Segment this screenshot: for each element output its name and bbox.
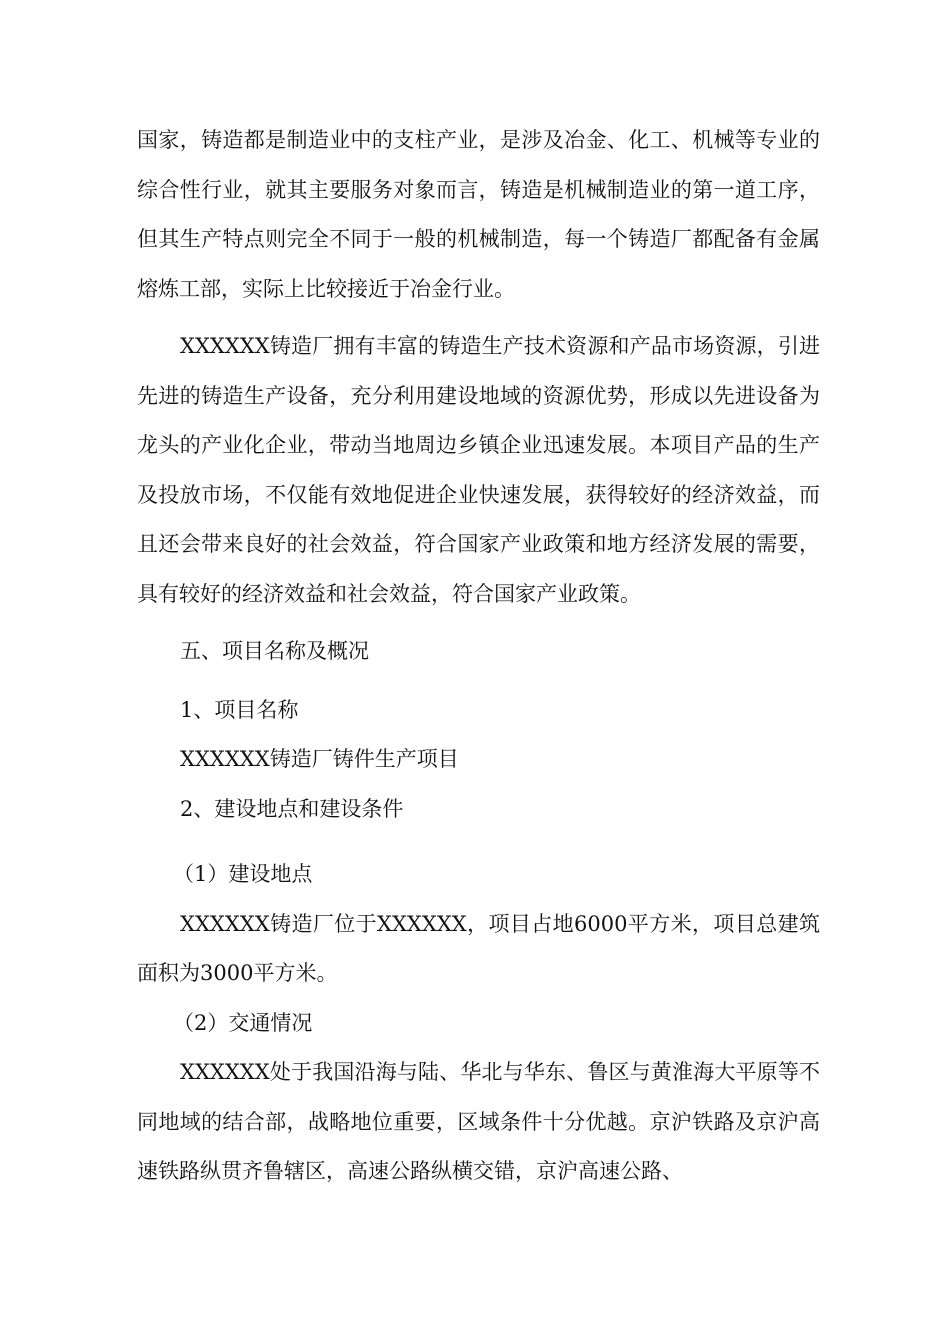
item-transportation: （2）交通情况 (173, 1010, 313, 1035)
paragraph-industry-overview: 国家，铸造都是制造业中的支柱产业，是涉及冶金、化工、机械等专业的综合性行业，就其主要服务对象而言，铸造是机械制造业的第一道工序，但其生产特点则完全不同于一般的机械制造，每一个铸造厂都配备有金属熔炼工部，实际上比较接近于冶金行业。 (137, 128, 820, 301)
document-page (137, 116, 820, 1197)
item-construction-site: （1）建设地点 (173, 862, 313, 886)
subheading-project-name: 1、项目名称 (180, 697, 299, 722)
project-name-text: XXXXXX铸造厂铸件生产项目 (180, 747, 459, 771)
paragraph-site-details: XXXXXX铸造厂位于XXXXXX，项目占地6000平方米，项目总建筑面积为3000平方米。 (137, 911, 820, 985)
paragraph-transportation-details: XXXXXX处于我国沿海与陆、华北与华东、鲁区与黄淮海大平原等不同地域的结合部，战略地位重要，区域条件十分优越。京沪铁路及京沪高速铁路纵贯齐鲁辖区，高速公路纵横交错，京沪高速公路、 (137, 1060, 820, 1183)
subheading-location-conditions: 2、建设地点和建设条件 (180, 796, 404, 821)
paragraph-company-resources: XXXXXX铸造厂拥有丰富的铸造生产技术资源和产品市场资源，引进先进的铸造生产设备，充分利用建设地域的资源优势，形成以先进设备为龙头的产业化企业，带动当地周边乡镇企业迅速发展。本项目产品的生产及投放市场，不仅能有效地促进企业快速发展，获得较好的经济效益，而且还会带来良好的社会效益，符合国家产业政策和地方经济发展的需要，具有较好的经济效益和社会效益，符合国家产业政策。 (137, 334, 820, 606)
section-heading-project-overview: 五、项目名称及概况 (180, 639, 369, 663)
